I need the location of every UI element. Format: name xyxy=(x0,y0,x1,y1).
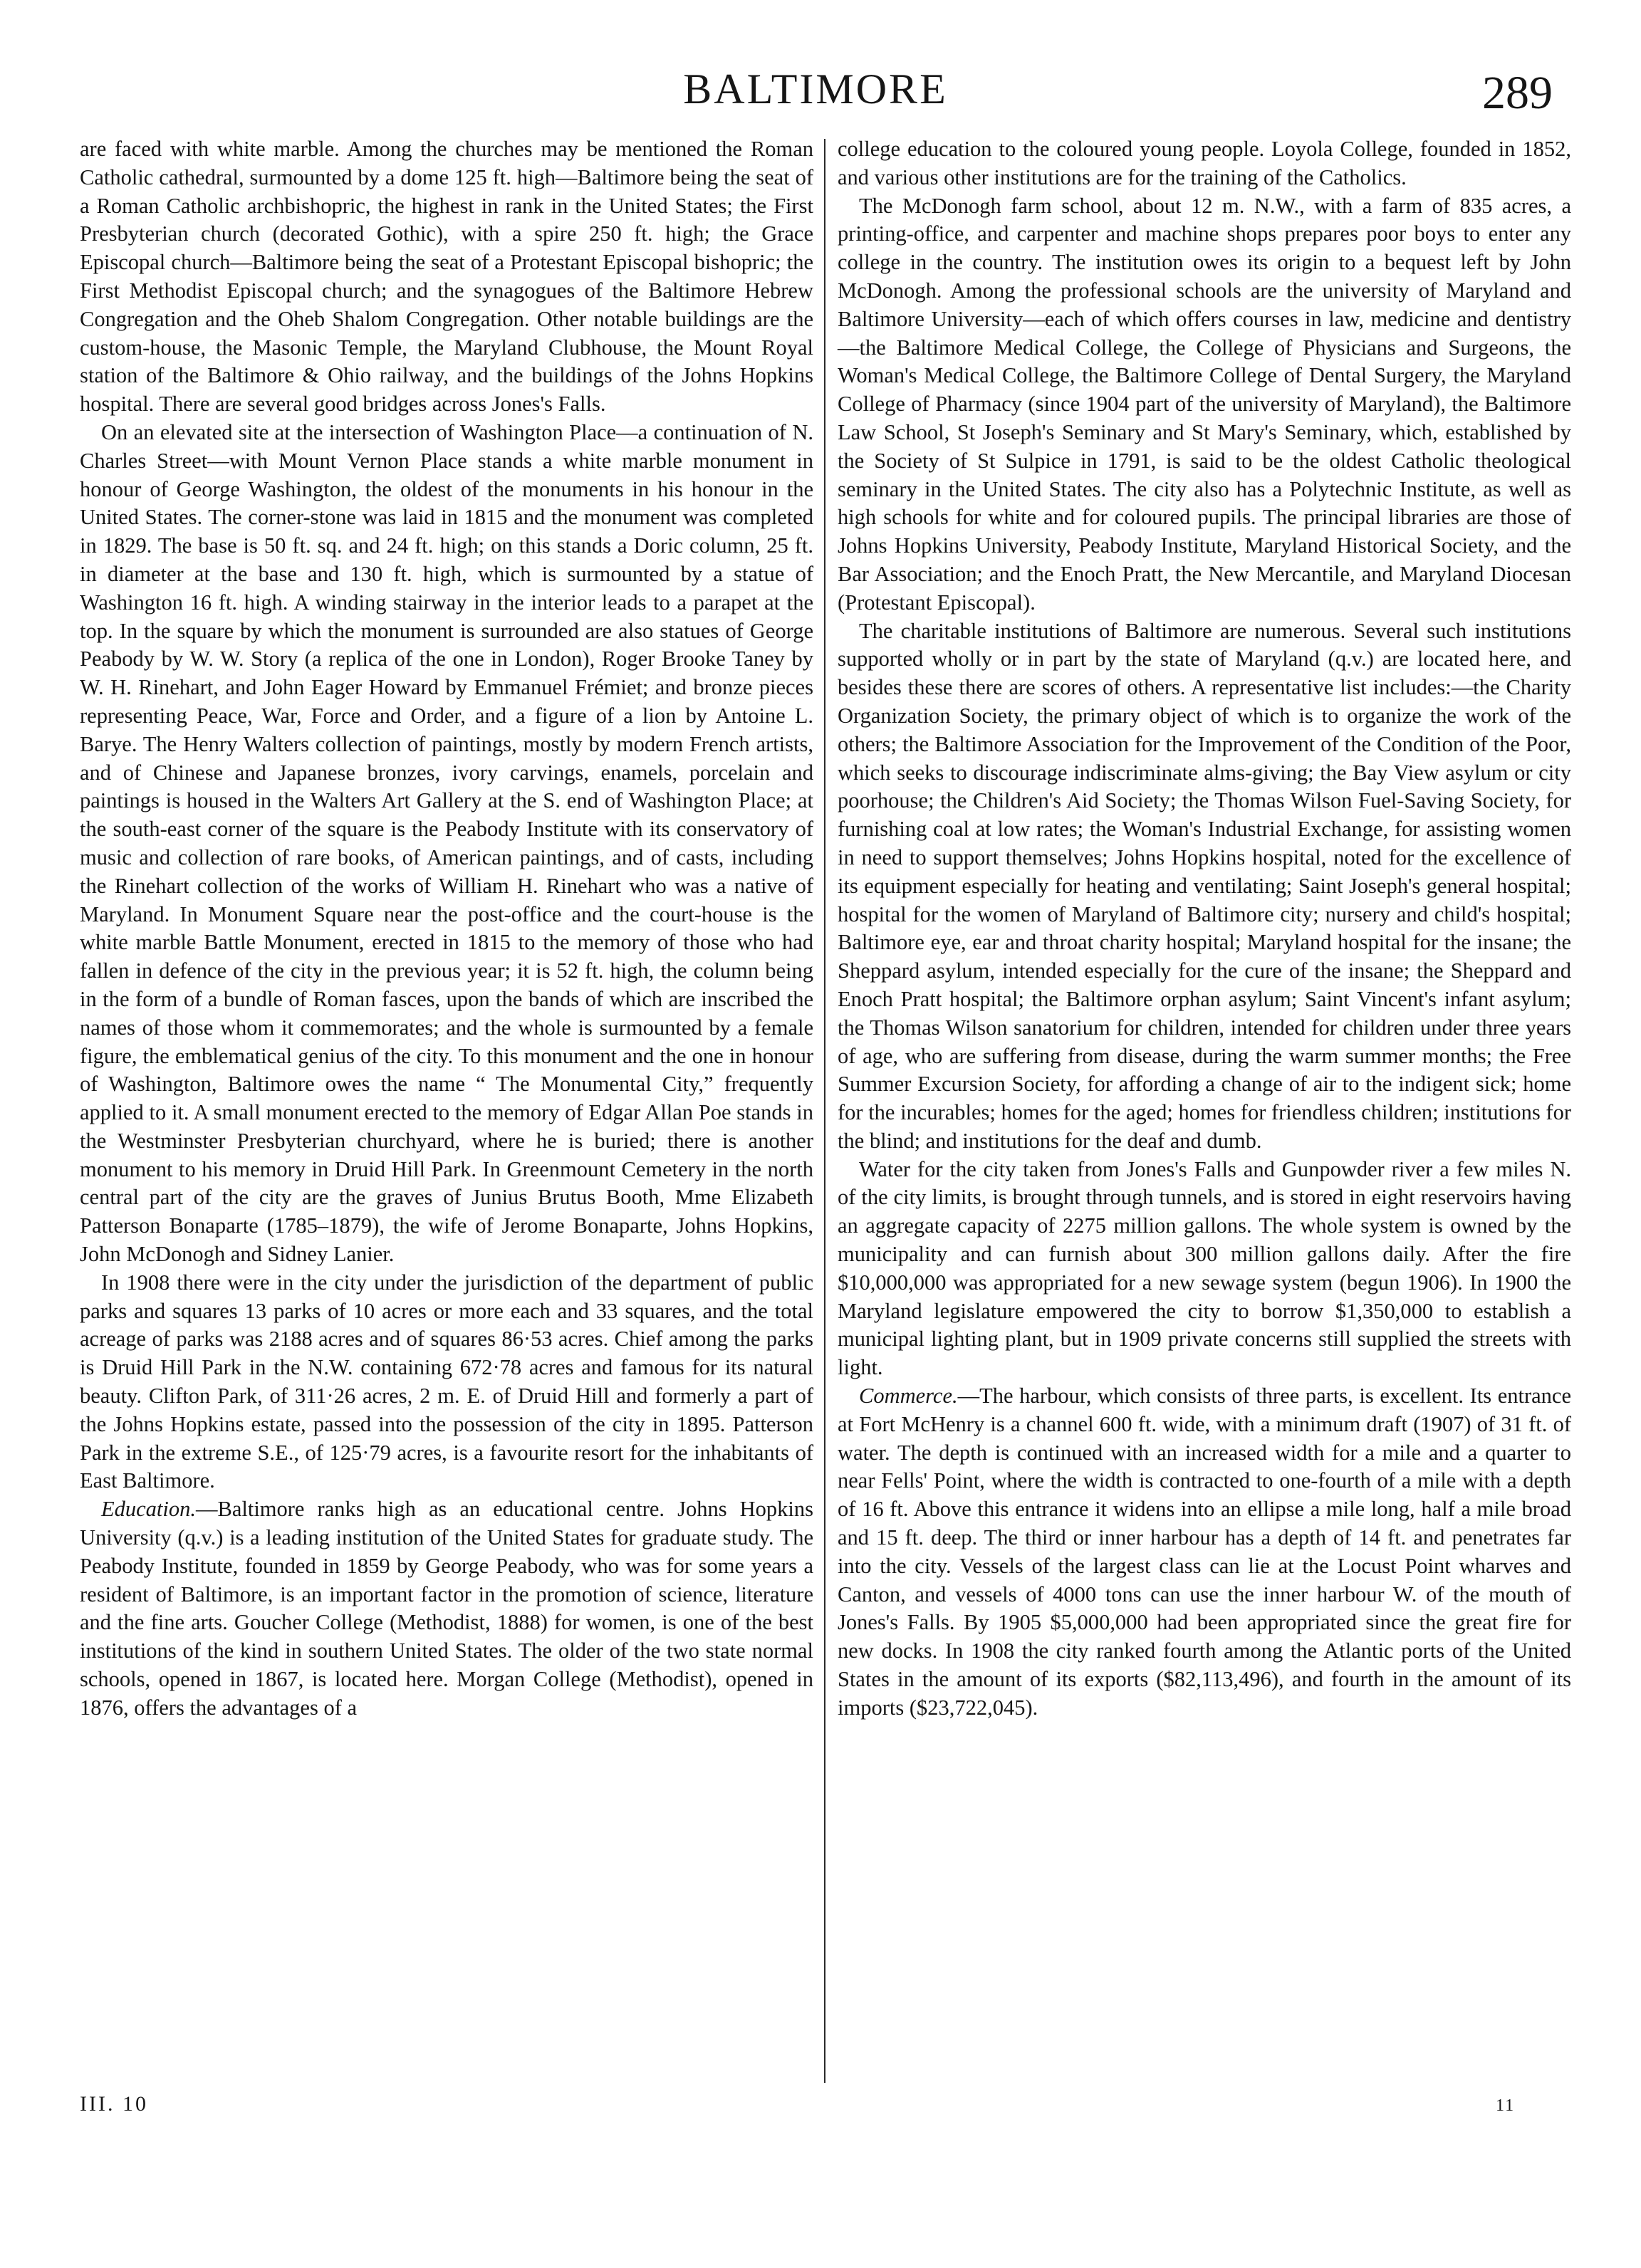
paragraph-water: Water for the city taken from Jones's Falls and Gunpowder river a few miles N. of the city limits, is brought through tunnels, and is stored in eight reservoirs having an aggregate capacity of 2275 million gallons. The whole system is owned by the municipality and can furnish about 300 million gallons daily. After the fire $10,000,000 was appropriated for a new sewage system (begun 1906). In 1900 the Maryland legislature empowered the city to borrow $1,350,000 to establish a municipal lighting plant, but in 1909 private concerns still supplied the streets with light. xyxy=(838,1156,1571,1380)
footer-mark: 11 xyxy=(1496,2096,1516,2115)
paragraph-commerce xyxy=(838,1382,1571,1723)
paragraph-charities: The charitable institutions of Baltimore are numerous. Several such institutions supported wholly or in part by the state of Maryland (q.v.) are located here, and besides these there are scores of others. A representative list includes:—the Charity Organization Society, the primary object of which is to organize the work of the others; the Baltimore Association for the Improvement of the Condition of the Poor, which seeks to discourage indiscriminate alms-giving; the Bay View asylum or city poorhouse; the Children's Aid Society; the Thomas Wilson Fuel-Saving Society, for furnishing coal at low rates; the Woman's Industrial Exchange, for assisting women in need to support themselves; Johns Hopkins hospital, noted for the excellence of its equipment especially for heating and ventilating; Saint Joseph's general hospital; hospital for the women of Maryland of Baltimore city; nursery and child's hospital; Baltimore eye, ear and throat charity hospital; Maryland hospital for the insane; the Sheppard asylum, intended especially for the cure of the insane; the Sheppard and Enoch Pratt hospital; the Baltimore orphan asylum; Saint Vincent's infant asylum; the Thomas Wilson sanatorium for children, intended for children under three years of age, who are suffering from disease, during the warm summer months; the Free Summer Excursion Society, for affording a change of air to the indigent sick; home for the incurables; homes for the aged; homes for friendless children; institutions for the blind; and institutions for the deaf and dumb. xyxy=(838,618,1571,1153)
paragraph-churches: are faced with white marble. Among the churches may be mentioned the Roman Catholic cathedral, surmounted by a dome 125 ft. high—Baltimore being the seat of a Roman Catholic archbishopric, the highest in rank in the United States; the First Presbyterian church (decorated Gothic), with a spire 250 ft. high; the Grace Episcopal church—Baltimore being the seat of a Protestant Episcopal bishopric; the First Methodist Episcopal church; and the synagogues of the Baltimore Hebrew Congregation and the Oheb Shalom Congregation. Other notable buildings are the custom-house, the Masonic Temple, the Maryland Clubhouse, the Mount Royal station of the Baltimore & Ohio railway, and the buildings of the Johns Hopkins hospital. There are several good bridges across Jones's Falls. xyxy=(80,137,813,417)
paragraph-monuments: On an elevated site at the intersection of Washington Place—a continuation of N. Charles Street—with Mount Vernon Place stands a white marble monument in honour of George Washington, the oldest of the monuments in his honour in the United States. The corner-stone was laid in 1815 and the monument was completed in 1829. The base is 50 ft. sq. and 24 ft. high; on this stands a Doric column, 25 ft. in diameter at the base and 130 ft. high, which is surmounted by a statue of Washington 16 ft. high. A winding stairway in the interior leads to a parapet at the top. In the square by which the monument is surrounded are also statues of George Peabody by W. W. Story (a replica of the one in London), Roger Brooke Taney by W. H. Rinehart, and John Eager Howard by Emmanuel Frémiet; and bronze pieces representing Peace, War, Force and Order, and a figure of a lion by Antoine L. Barye. The Henry Walters collection of paintings, mostly by modern French artists, and of Chinese and Japanese bronzes, ivory carvings, enamels, porcelain and paintings is housed in the Walters Art Gallery at the S. end of Washington Place; at the south-east corner of the square is the Peabody Institute with its conservatory of music and collection of rare books, of American paintings, and of casts, including the Rinehart collection of the works of William H. Rinehart who was a native of Maryland. In Monument Square near the post-office and the court-house is the white marble Battle Monument, erected in 1815 to the memory of those who had fallen in defence of the city in the previous year; it is 52 ft. high, the column being in the form of a bundle of Roman fasces, upon the bands of which are inscribed the names of those whom it commemorates; and the whole is surmounted by a female figure, the emblematical genius of the city. To this monument and the one in honour of Washington, Baltimore owes the name “ The Monumental City,” frequently applied to it. A small monument erected to the memory of Edgar Allan Poe stands in the Westminster Presbyterian churchyard, where he is buried; there is another monument to his memory in Druid Hill Park. In Greenmount Cemetery in the north central part of the city are the graves of Junius Brutus Booth, Mme Elizabeth Patterson Bonaparte (1785–1879), the wife of Jerome Bonaparte, Johns Hopkins, John McDonogh and Sidney Lanier. xyxy=(80,419,813,1267)
column-divider xyxy=(824,139,825,2083)
signature-mark: III. 10 xyxy=(80,2092,148,2116)
paragraph-schools: The McDonogh farm school, about 12 m. N.W., with a farm of 835 acres, a printing-office, and carpenter and machine shops prepares poor boys to enter any college in the country. The institution owes its origin to a bequest left by John McDonogh. Among the professional schools are the university of Maryland and Baltimore University—each of which offers courses in law, medicine and dentistry—the Baltimore Medical College, the College of Physicians and Surgeons, the Woman's Medical College, the Baltimore College of Dental Surgery, the Maryland College of Pharmacy (since 1904 part of the university of Maryland), the Baltimore Law School, St Joseph's Seminary and St Mary's Seminary, which, established by the Society of St Sulpice in 1791, is said to be the oldest Catholic theological seminary in the United States. The city also has a Polytechnic Institute, as well as high schools for white and for coloured pupils. The principal libraries are those of Johns Hopkins University, Peabody Institute, Maryland Historical Society, and the Bar Association; and the Enoch Pratt, the New Mercantile, and Maryland Diocesan (Protestant Episcopal). xyxy=(838,193,1571,615)
paragraph-parks: In 1908 there were in the city under the jurisdiction of the department of public parks and squares 13 parks of 10 acres or more each and 33 squares, and the total acreage of parks was 2188 acres and of squares 86·53 acres. Chief among the parks is Druid Hill Park in the N.W. containing 672·78 acres and famous for its natural beauty. Clifton Park, of 311·26 acres, 2 m. E. of Druid Hill and formerly a part of the Johns Hopkins estate, passed into the possession of the city in 1895. Patterson Park in the extreme S.E., of 125·79 acres, is a favourite resort for the inhabitants of East Baltimore. xyxy=(80,1270,813,1493)
commerce-text: —The harbour, which consists of three parts, is excellent. Its entrance at Fort McHenry is a channel 600 ft. wide, with a minimum draft (1907) of 31 ft. of water. The depth is continued with an increased width for a mile and a quarter to near Fells' Point, where the width is contracted to one-fourth of a mile with a depth of 16 ft. Above this entrance it widens into an ellipse a mile long, half a mile broad and 15 ft. deep. The third or inner harbour has a depth of 14 ft. and penetrates far into the city. Vessels of the largest class can lie at the Locust Point wharves and Canton, and vessels of 4000 tons can use the inner harbour W. of the mouth of Jones's Falls. By 1905 $5,000,000 had been appropriated since the great fire for new docks. In 1908 the city ranked fourth among the Atlantic ports of the United States in the amount of its exports ($82,113,496), and fourth in the amount of its imports ($23,722,045). xyxy=(838,1384,1571,1720)
running-title: BALTIMORE xyxy=(683,66,948,113)
education-text: —Baltimore ranks high as an educational centre. Johns Hopkins University (q.v.) is a leading institution of the United States for graduate study. The Peabody Institute, founded in 1859 by George Peabody, who was for some years a resident of Baltimore, is an important factor in the promotion of science, literature and the fine arts. Goucher College (Methodist, 1888) for women, is one of the best institutions of the kind in southern United States. The older of the two state normal schools, opened in 1867, is located here. Morgan College (Methodist), opened in 1876, offers the advantages of a xyxy=(80,1497,813,1720)
page-header xyxy=(78,57,1553,121)
left-column xyxy=(80,135,813,1723)
paragraph-colleges: college education to the coloured young people. Loyola College, founded in 1852, and various other institutions are for the training of the Catholics. xyxy=(838,137,1571,189)
page-number: 289 xyxy=(1482,67,1553,119)
section-heading-education: Education. xyxy=(101,1497,196,1522)
paragraph-education xyxy=(80,1495,813,1722)
section-heading-commerce: Commerce. xyxy=(859,1384,958,1409)
right-column xyxy=(838,135,1571,1723)
